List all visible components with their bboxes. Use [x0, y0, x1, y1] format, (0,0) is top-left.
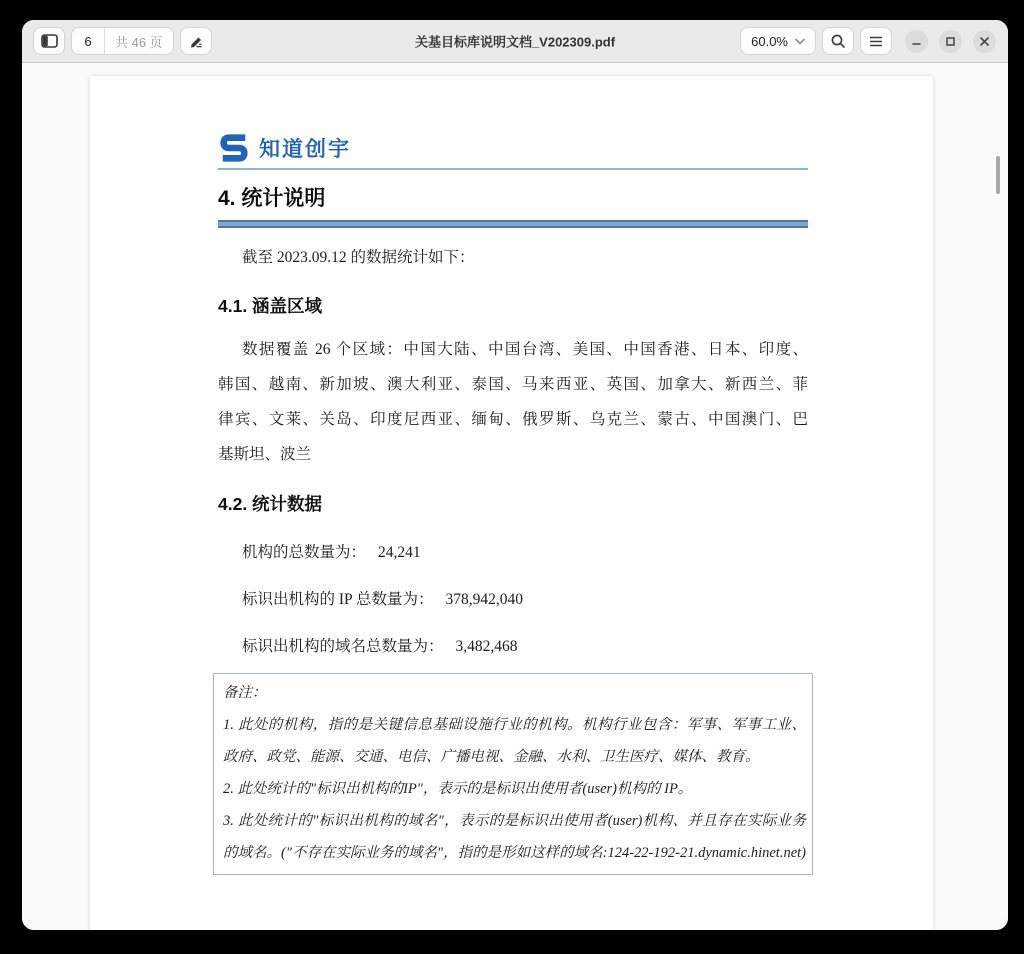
- notes-line: 3. 此处统计的"标识出机构的域名"，表示的是标识出使用者(user)机构、并且存在实际业务: [223, 813, 806, 829]
- minimize-icon: [911, 36, 922, 47]
- zoom-level-value: 60.0%: [751, 33, 788, 49]
- stat-total-domains: [218, 637, 808, 657]
- notes-line: 1. 此处的机构，指的是关键信息基础设施行业的机构。机构行业包含：军事、军事工业、: [223, 717, 806, 733]
- company-logo-text: 知道创宇: [259, 138, 351, 161]
- stat-value: 24,241: [378, 544, 421, 561]
- notes-line: 政府、政党、能源、交通、电信、广播电视、金融、水利、卫生医疗、媒体、教育。: [223, 749, 760, 765]
- page-total-label: 共 46 页: [115, 34, 163, 50]
- pdf-page-content: [90, 76, 933, 875]
- notes-box: [213, 673, 813, 875]
- maximize-icon: [945, 36, 956, 47]
- regions-paragraph: [218, 332, 808, 472]
- notes-line: 的域名。("不存在实际业务的域名"，指的是形如这样的域名:124-22-192-21.dynamic.hinet.net): [223, 845, 806, 861]
- search-button[interactable]: [823, 28, 853, 54]
- stat-value: 378,942,040: [445, 591, 523, 608]
- search-icon: [830, 33, 846, 49]
- section-4-heading: 4. 统计说明: [218, 187, 326, 210]
- main-menu-button[interactable]: [861, 28, 891, 54]
- window-control-buttons: [905, 30, 996, 53]
- logo-underline: [218, 168, 808, 170]
- titlebar-left-controls: [34, 28, 211, 54]
- company-logo: [218, 131, 808, 165]
- chevron-down-icon: [795, 38, 805, 45]
- stat-total-ips: [218, 590, 808, 610]
- vertical-scrollbar-thumb[interactable]: [996, 156, 1000, 194]
- sidebar-toggle-button[interactable]: [34, 28, 64, 54]
- viewer-content-area: [22, 63, 1008, 930]
- heading-rule-bar: [218, 220, 808, 228]
- regions-line: 韩国、越南、新加坡、澳大利亚、泰国、马来西亚、英国、加拿大、新西兰、菲: [218, 376, 808, 393]
- notes-heading: 备注：: [223, 685, 267, 701]
- stat-total-organizations: [218, 543, 808, 563]
- stat-label: 机构的总数量为：: [242, 544, 367, 561]
- stat-label: 标识出机构的域名总数量为：: [242, 638, 444, 655]
- regions-line: 数据覆盖 26 个区域：中国大陆、中国台湾、美国、中国香港、日本、印度、: [242, 341, 808, 358]
- stat-label: 标识出机构的 IP 总数量为：: [242, 591, 434, 608]
- regions-line: 基斯坦、波兰: [218, 446, 312, 463]
- window-title: 关基目标库说明文档_V202309.pdf: [414, 34, 616, 50]
- notes-line: 2. 此处统计的"标识出机构的IP"，表示的是标识出使用者(user)机构的 IP。: [223, 781, 693, 797]
- minimize-button[interactable]: [905, 30, 928, 53]
- pdf-page: [90, 76, 933, 930]
- titlebar: [22, 20, 1008, 63]
- stat-value: 3,482,468: [455, 638, 518, 655]
- sidebar-panel-icon: [41, 34, 58, 48]
- close-button[interactable]: [973, 30, 996, 53]
- section-4-1-heading: 4.1. 涵盖区域: [218, 296, 323, 316]
- maximize-button[interactable]: [939, 30, 962, 53]
- page-navigation-group: [72, 28, 173, 54]
- pen-icon: [188, 33, 204, 49]
- hamburger-menu-icon: [869, 36, 883, 47]
- annotate-button[interactable]: [181, 28, 211, 54]
- intro-paragraph: 截至 2023.09.12 的数据统计如下：: [242, 249, 475, 266]
- pdf-viewer-window: [22, 20, 1008, 930]
- regions-line: 律宾、文莱、关岛、印度尼西亚、缅甸、俄罗斯、乌克兰、蒙古、中国澳门、巴: [218, 411, 808, 428]
- knownsec-logo-icon: [218, 133, 250, 163]
- page-number-input[interactable]: 6: [84, 33, 92, 49]
- close-icon: [979, 36, 990, 47]
- zoom-level-dropdown[interactable]: [741, 28, 815, 54]
- section-4-2-heading: 4.2. 统计数据: [218, 494, 323, 514]
- titlebar-right-controls: [741, 28, 996, 54]
